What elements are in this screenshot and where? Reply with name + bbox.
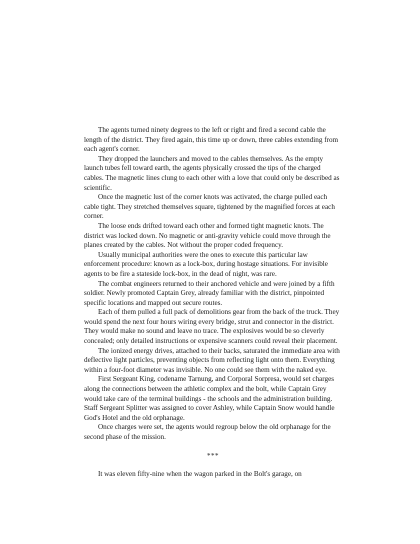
paragraph: The agents turned ninety degrees to the left or right and fired a second cable the length of the district. They fired again, this time up or down, three cables extending from each agent's corner. (84, 126, 339, 154)
paragraph: Once charges were set, the agents would regroup below the old orphanage for the second phase of the mission. (84, 423, 331, 441)
paragraph: The combat engineers returned to their anchored vehicle and were joined by a fifth soldier. Newly promoted Captain Grey, already familiar with the district, pinpointed specific locations and mapped out secure routes. (84, 279, 335, 307)
paragraph: Usually municipal authorities were the ones to execute this particular law enforcement procedure: known as a lock-box, during hostage situations. For invisible agents to be fire a stateside lock-box, in the dead of night, was rare. (84, 250, 328, 278)
paragraph: Each of them pulled a full pack of demolitions gear from the back of the truck. They would spend the next four hours wiring every bridge, strut and connector in the district. They would make no sound and leave no trace. The explosives would be so cleverly concealed; only detailed instructions or expensive scanners could reveal their placement. (84, 308, 340, 346)
paragraph: They dropped the launchers and moved to the cables themselves. As the empty launch tubes fell toward earth, the agents physically crossed the tips of the charged cables. The magnetic lines clung to each other with a love that could only be described as scientific. (84, 154, 340, 192)
paragraph: The ionized energy drives, attached to their backs, saturated the immediate area with deflective light particles, preventing objects from reflecting light onto them. Everything within a four-foot diameter was invisible. No one could see them with the naked eye. (84, 346, 340, 374)
paragraph: It was eleven fifty-nine when the wagon parked in the Bolt's garage, on (98, 470, 302, 479)
section-separator: *** (207, 451, 219, 460)
paragraph: The loose ends drifted toward each other and formed tight magnetic knots. The district was locked down. No magnetic or anti-gravity vehicle could move through the planes created by the cables. Not without the proper coded frequency. (84, 221, 331, 250)
paragraph: Once the magnetic lust of the corner knots was activated, the charge pulled each cable tight. They stretched themselves square, tightened by the magnified forces at each corner. (84, 193, 335, 221)
body-text (84, 126, 342, 480)
paragraph: First Sergeant King, codename Tarnung, and Corporal Sorpresa, would set charges along the connections between the athletic complex and the bolt, while Captain Grey would take care of the terminal buildings - the schools and the administration building. Staff Sergeant Splitter was assigned to cover Ashley, while Captain Snow would handle God's Hotel and the old orphanage. (84, 375, 335, 422)
